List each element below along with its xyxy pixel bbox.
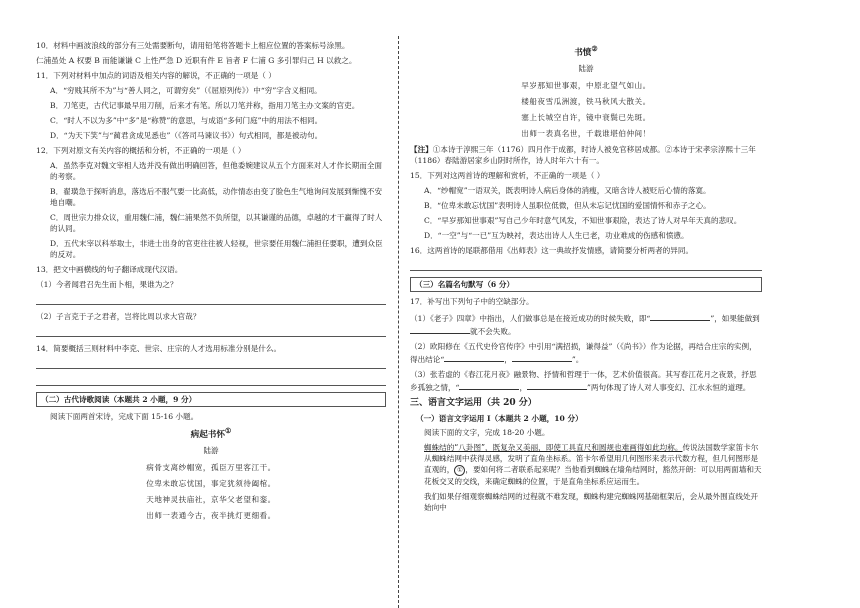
left-column <box>36 40 386 526</box>
poem-2-line: 楼船夜雪瓜洲渡，铁马秋风大散关。 <box>521 97 651 107</box>
q15-option-c: C．“早岁那知世事艰”写自己少年时意气风发，不知世事艰险，表达了诗人对早年天真的悲叹。 <box>424 216 742 226</box>
q12-option-d: D．五代末宰以科举取士，非进士出身的官吏往往被人轻视，世宗要任用魏仁浦担任要职，遭到众臣的反对。 <box>50 239 383 259</box>
fill-blank <box>459 380 519 390</box>
section-language-title: 三、语言文字运用（共 20 分） <box>410 398 537 409</box>
answer-line <box>410 260 762 271</box>
right-column <box>410 40 762 517</box>
question-10: 10．材料中画波浪线的部分有三处需要断句，请用铅笔将答题卡上相应位置的答案标号涂黑。 <box>36 41 350 50</box>
question-14: 14．简要概括三则材料中李克、世宗、庄宗的人才选用标准分别是什么。 <box>36 344 282 353</box>
q17-item-3: （3）张若虚的《春江花月夜》融景物、抒情和哲理于一体，艺术价值很高。其写春江花月之夜景，抒思乡孤独之情，“ ， ”两句体现了诗人对人事变幻、江水永恒的道理。 <box>410 370 757 393</box>
section-language-intro: 阅读下面的文字，完成 18-20 小题。 <box>424 428 550 438</box>
answer-line <box>36 326 386 337</box>
q12-option-a: A．虽然李克对魏文宰相人选并没有做出明确回答，但他委婉建议从五个方面来对人才作长期而全面的考察。 <box>50 161 383 181</box>
q15-option-b: B．“位卑未敢忘忧国”表明诗人虽职位低微，但从未忘记忧国的爱国情怀和赤子之心。 <box>424 201 711 211</box>
reading-passage-continued: 我们如果仔细观察蜘蛛结网的过程就不难发现，蜘蛛构建完蜘蛛网基础框架后，会从最外围直线处开始向中 <box>424 492 759 513</box>
poem-2-line: 早岁那知世事艰，中原北望气如山。 <box>521 81 651 91</box>
poem-2-author: 陆游 <box>578 64 594 74</box>
poem-2-line: 塞上长城空自许，镜中衰鬓已先斑。 <box>521 113 651 123</box>
poem-1-line: 天地神灵扶庙社，京华父老望和銮。 <box>146 495 276 505</box>
underlined-sentence: 蜘蛛结的“八卦图”，既复杂又美丽，即使工具直尺和圆规也难画得如此均称。 <box>424 443 683 453</box>
question-10-text: 仁浦虽处 A 权要 B 而能谦谦 C 上性严急 D 近职有件 E 旨者 F 仁浦 G 多引罪归己 H 以救之。 <box>36 56 357 65</box>
fill-blank <box>512 352 572 362</box>
blank-marker: ① <box>454 465 465 476</box>
poem-2-line: 出师一表真名世，千载谁堪伯仲间！ <box>521 129 651 139</box>
poem-1-line: 病骨支离纱帽宽，孤臣万里客江干。 <box>146 463 276 473</box>
q12-option-c: C．周世宗力排众议，重用魏仁浦，魏仁浦果然不负所望，以其谦谨的品德，卓越的才干赢得了时人的认同。 <box>50 213 383 233</box>
section-3-header: （三）名篇名句默写（6 分） <box>410 277 762 292</box>
q11-option-c: C．“时人不以为多”中“多”是“称赞”的意思，与成语“多何门庭”中的用法不相同。 <box>50 116 323 125</box>
answer-line <box>36 294 386 305</box>
q17-item-2: （2）欧阳修在《五代史伶官传序》中引用“满招损，谦得益”（《尚书》）作为论据，再结合庄宗的实例，得出结论“ ， ”。 <box>410 342 757 365</box>
section-language-subtitle: （一）语言文字运用 I（本题共 2 小题，10 分） <box>416 414 583 424</box>
fill-blank <box>527 380 587 390</box>
poem-1-line: 出师一表通今古，夜半挑灯更细看。 <box>146 511 276 521</box>
question-17: 17．补写出下列句子中的空缺部分。 <box>410 297 534 307</box>
column-divider <box>398 36 399 608</box>
fill-blank <box>650 311 710 321</box>
q13-part-1: （1）今者闻君召先生而卜相，果谁为之？ <box>36 280 178 289</box>
poem-2-title: 书愤② <box>574 44 598 58</box>
q15-option-a: A．“纱帽宽”一语双关，既表明诗人病后身体的消瘦，又暗含诗人被贬后心情的落寞。 <box>424 186 711 196</box>
q12-option-b: B．翟璜急于探听消息，落选后不服气要一比高低，动作情态由变了脸色生气地询问发展到惭愧不安地自嘲。 <box>50 187 383 207</box>
question-11: 11．下列对材料中加点的词语及相关内容的解说，不正确的一项是（ ） <box>36 71 276 80</box>
section-2-header: （二）古代诗歌阅读（本题共 2 小题，9 分） <box>36 392 386 407</box>
question-12: 12．下列对原文有关内容的概括和分析，不正确的一项是（ ） <box>36 146 246 155</box>
poem-1-title: 病起书怀① <box>190 426 232 440</box>
q11-option-a: A．“穷贱其所不为”与“善人同之，可谓穷矣”（《屈原列传》）中“穷”字含义相同。 <box>50 86 322 95</box>
question-15: 15．下列对这两首诗的理解和赏析，不正确的一项是（ ） <box>410 171 605 181</box>
poem-notes: 【注】①本诗于淳熙三年（1176）四月作于成都，时诗人被免官移居成都。②本诗于宋孝宗淳熙十三年（1186）春陆游居家乡山阴时所作，诗人时年六十有一。 <box>410 145 756 166</box>
section-2-intro: 阅读下面两首宋诗，完成下面 15-16 小题。 <box>50 412 199 421</box>
poem-1-line: 位卑未敢忘忧国，事定犹须待阖棺。 <box>146 479 276 489</box>
fill-blank <box>410 324 470 334</box>
q11-option-d: D．“为天下笑”与“蔺君贪成见悉也”（《答司马谏议书》）句式相同，都是被动句。 <box>50 131 323 140</box>
q15-option-d: D．“一空”与“一已”互为映衬，表达出诗人人生已老，功业难成的伤感和愤懑。 <box>424 231 689 241</box>
reading-passage: 蜘蛛结的“八卦图”，既复杂又美丽，即使工具直尺和圆规也难画得如此均称。传说法国数学家笛卡尔从蜘蛛结网中获得灵感，发明了直角坐标系。笛卡尔希望用几何图形来表示代数方程，但几何图形是直观的， ① ，要如何将二者联系起来呢？当他看到蜘蛛在墙角结网时，豁然开朗：可以用两面墙和天花板交叉的交线，来确定蜘蛛的位置，于是直角坐标系应运而生。 <box>424 443 762 487</box>
q17-item-1: （1）《老子》四章》中指出，人们做事总是在接近成功的时候失败，即“ ”，如果能做到就不会失败。 <box>410 311 762 337</box>
answer-line <box>36 358 386 369</box>
answer-line <box>36 375 386 386</box>
question-13: 13．把文中画横线的句子翻译成现代汉语。 <box>36 265 183 274</box>
poem-1-author: 陆游 <box>203 446 219 456</box>
fill-blank <box>444 352 504 362</box>
question-16: 16．这两首诗的尾联都借用《出师表》这一典故抒发情感，请简要分析两者的异同。 <box>410 246 694 256</box>
q13-part-2: （2）子言克于子之君者，岂将比周以求大官哉？ <box>36 312 201 321</box>
q11-option-b: B．刀笔吏，古代记事最早用刀削，后来才有笔。所以刀笔并称，指用刀笔主办文案的官吏。 <box>50 101 360 110</box>
